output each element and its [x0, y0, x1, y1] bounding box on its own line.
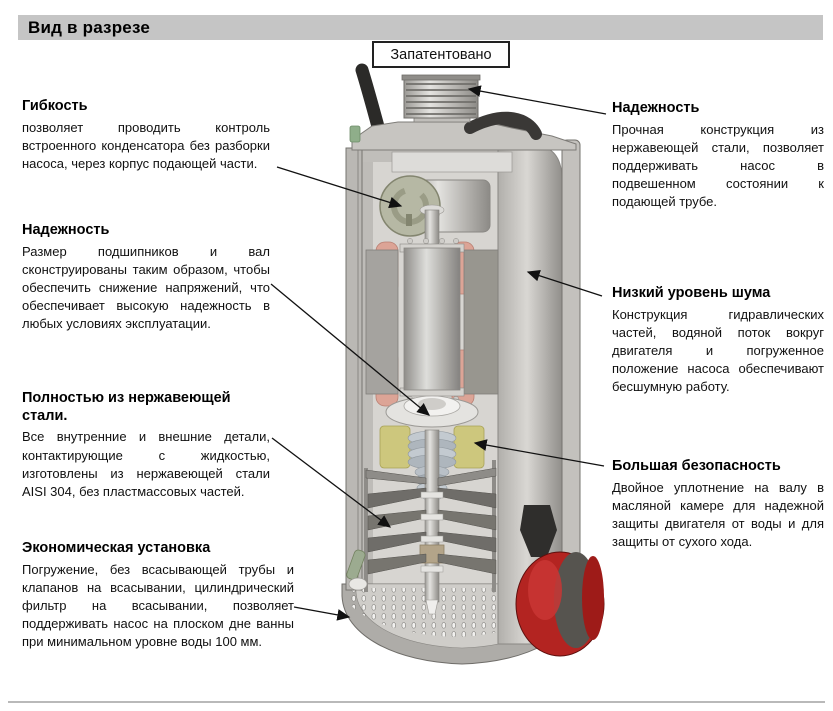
- port-plinth: [414, 112, 470, 122]
- cable-gland-icon: [470, 118, 536, 134]
- annotation-heading: Большая безопасность: [612, 458, 781, 474]
- patent-badge: [372, 41, 510, 68]
- annotation-body: Все внутренние и внешние детали, контактирующие с жидкостью, изготовлены из нержавеющей стали AISI 304, без пластмассовых частей.: [22, 429, 270, 499]
- annotation-stainless-steel: [22, 390, 270, 501]
- annotation-heading: Надежность: [612, 100, 700, 116]
- annotation-body: позволяет проводить контроль встроенного конденсатора без разборки насоса, через корпус подающей части.: [22, 119, 270, 172]
- port-threads: [406, 84, 476, 114]
- coupling: [420, 205, 444, 215]
- base-screw: [346, 549, 367, 581]
- arrow-reliability-right-icon: [469, 89, 606, 114]
- float-body: [516, 552, 604, 656]
- rotor-end-top: [400, 244, 464, 252]
- float-highlight: [528, 560, 562, 620]
- rotor-pins: [407, 238, 458, 401]
- annotation-low-noise: [612, 285, 824, 397]
- capacitor: [380, 176, 440, 236]
- footer-divider: [8, 701, 825, 703]
- annotation-flexibility: [22, 98, 270, 173]
- stator-right: [464, 250, 498, 394]
- bearing-housing: [386, 397, 478, 427]
- casing-shell: [498, 146, 562, 644]
- mechanical-seal: [408, 431, 456, 501]
- base-nut: [349, 578, 367, 590]
- vent-plug: [350, 126, 360, 142]
- pump-interior: [362, 150, 500, 588]
- pump-head: [352, 122, 576, 150]
- power-cable-icon: [362, 70, 384, 148]
- bearing: [404, 396, 460, 416]
- annotation-safety: [612, 458, 824, 551]
- annotation-reliability-left: [22, 222, 270, 334]
- arrow-reliability-left-icon: [271, 284, 429, 415]
- shaft-tip: [426, 600, 438, 614]
- patent-label: Запатентовано: [390, 46, 492, 63]
- shell-perforation: [544, 596, 568, 638]
- suction-filter: [342, 584, 578, 664]
- float-band: [554, 552, 598, 648]
- head-inner-plate: [392, 152, 512, 172]
- interior-top-shadow: [362, 150, 500, 162]
- annotation-heading: Низкий уровень шума: [612, 285, 771, 301]
- port-rim: [402, 75, 480, 80]
- bearing-core: [418, 398, 446, 410]
- float-cable-icon: [476, 122, 537, 506]
- impeller-stack: [364, 460, 496, 592]
- arrow-flexibility-icon: [277, 167, 401, 206]
- page-title: Вид в разрезе: [28, 17, 151, 37]
- stator-left: [366, 250, 398, 394]
- oil-chamber: [380, 426, 484, 468]
- interior-shadow: [362, 150, 373, 588]
- capacitor-body: [410, 180, 490, 232]
- annotation-body: Двойное уплотнение на валу в масляной камере для надежной защиты двигателя от воды и для защиты от сухого хода.: [612, 479, 824, 550]
- annotation-body: Погружение, без всасывающей трубы и клапанов на всасывании, цилиндрический фильтр на всасывании, позволяет поддерживать насос на плоском дне ванны при минимальном уровне воды 100 мм.: [22, 561, 294, 650]
- shaft-bushing: [420, 545, 444, 563]
- annotation-heading: Надежность: [22, 222, 110, 238]
- float-connector: [520, 505, 557, 557]
- annotation-body: Конструкция гидравлических частей, водяной поток вокруг двигателя и погруженное положение насоса обеспечивают бесшумную работу.: [612, 306, 824, 395]
- capacitor-face-detail: [394, 190, 426, 222]
- capacitor-notch: [406, 214, 412, 226]
- section-header: [18, 15, 823, 40]
- rotor-end-bottom: [400, 388, 464, 396]
- annotation-heading: Экономическая установка: [22, 540, 211, 556]
- callout-arrows: [271, 89, 606, 617]
- motor-windings: [376, 242, 474, 406]
- annotation-heading: Полностью из нержавеющей стали.: [22, 390, 231, 424]
- float-switch: [516, 505, 604, 656]
- motor-rotor: [404, 248, 460, 390]
- filter-perforation: [346, 588, 560, 637]
- annotation-reliability-right: [612, 100, 824, 212]
- filter-inner-face: [356, 584, 564, 648]
- pump-illustration: [342, 70, 604, 664]
- arrow-low-noise-icon: [528, 272, 602, 296]
- arrow-stainless-icon: [272, 438, 390, 527]
- discharge-port: [404, 78, 478, 118]
- arrow-economy-icon: [294, 607, 349, 617]
- arrow-safety-icon: [475, 443, 604, 466]
- shaft: [425, 430, 439, 602]
- annotation-body: Размер подшипников и вал сконструированы таким образом, чтобы обеспечить снижение напряжений, что обеспечивает высокую надежность в любых условиях эксплуатации.: [22, 243, 270, 332]
- float-rim: [582, 556, 604, 640]
- annotation-economy: [22, 540, 294, 652]
- annotation-heading: Гибкость: [22, 98, 88, 114]
- shaft-upper: [425, 210, 439, 248]
- annotation-body: Прочная конструкция из нержавеющей стали, позволяет поддерживать насос в подвешенном состоянии к подающей трубе.: [612, 121, 824, 210]
- casing-wall-right: [562, 140, 580, 596]
- casing-wall-left: [346, 148, 362, 590]
